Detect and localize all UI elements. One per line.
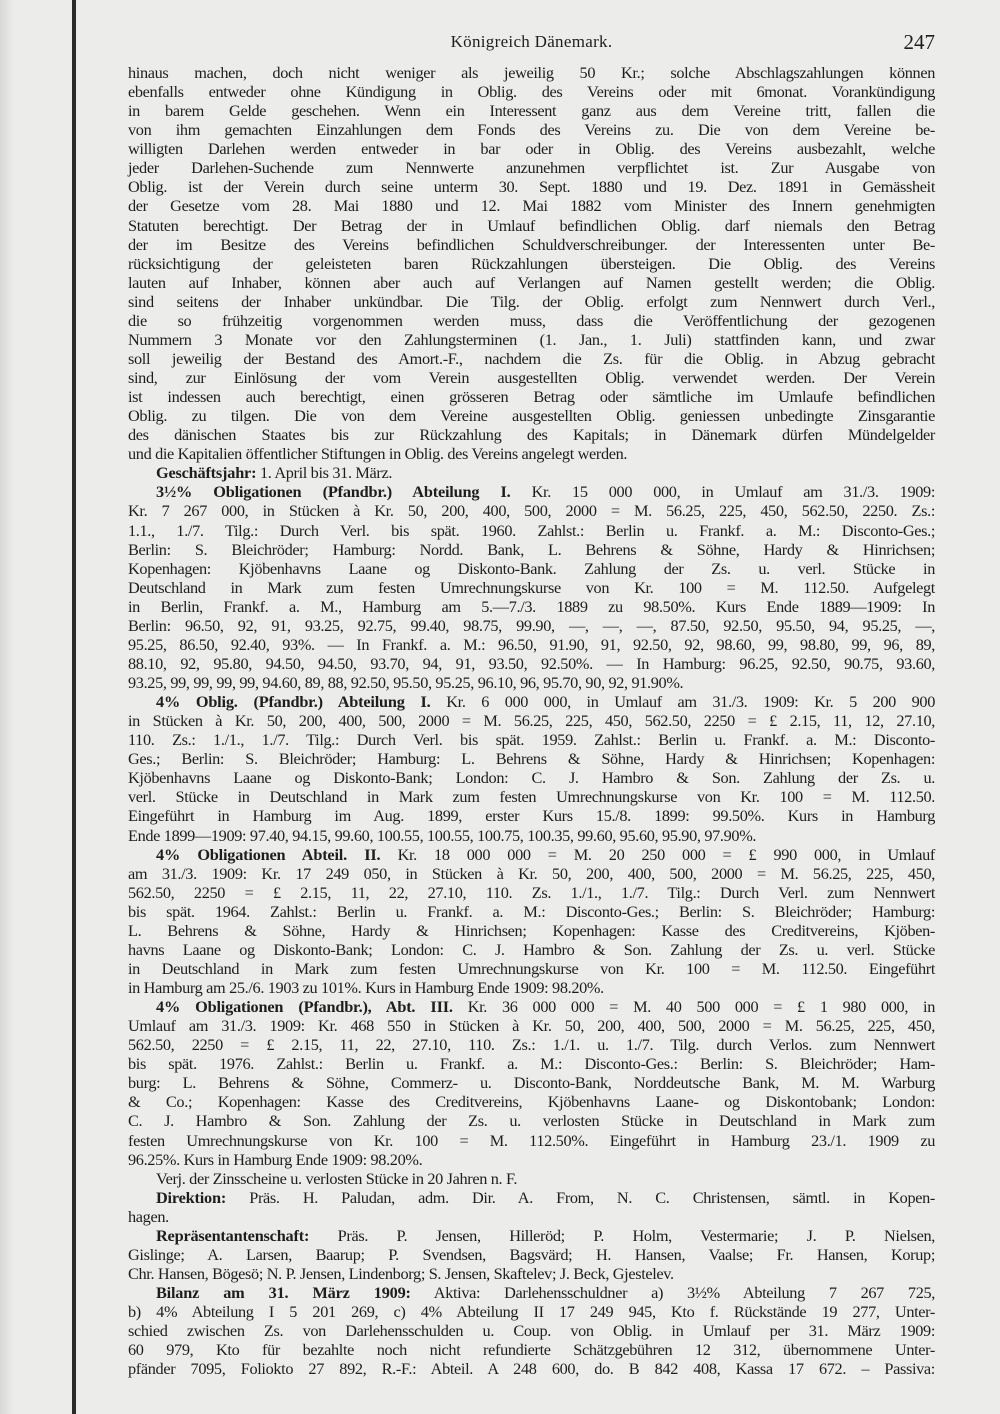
text-line xyxy=(128,578,935,597)
line-text: in Hamburg am 25./6. 1903 zu 101%. Kurs in Hamburg Ende 1909: 98.20%. xyxy=(128,978,604,997)
line-text: jeder Darlehen-Suchende zum Nennwerte anzunehmen verpflichtet ist. Zur Ausgabe von xyxy=(128,158,935,178)
text-line xyxy=(128,711,935,730)
line-text: bis spät. 1964. Zahlst.: Berlin u. Frankf. a. M.: Disconto-Ges.; Berlin: S. Bleichröder; Hamburg: xyxy=(128,901,935,921)
text-line xyxy=(128,1035,935,1054)
line-text: hinaus machen, doch nicht weniger als jeweilig 50 Kr.; solche Abschlagszahlungen können xyxy=(128,63,935,82)
text-line xyxy=(128,177,935,196)
text-line xyxy=(128,349,935,368)
line-text: sind, zur Einlösung der vom Verein ausgestellten Oblig. verwendet werden. Der Verein xyxy=(128,368,935,387)
text-line xyxy=(128,1054,935,1073)
text-line xyxy=(128,654,935,673)
text-line xyxy=(128,1359,935,1378)
line-text: Kr. 7 267 000, in Stücken à Kr. 50, 200, 400, 500, 2000 = M. 56.25, 225, 450, 562.50, 2250. Zs.: xyxy=(128,501,935,521)
text-line xyxy=(128,845,935,864)
text-line xyxy=(128,864,935,883)
text-line xyxy=(128,1111,935,1130)
text-line xyxy=(128,978,935,997)
text-line xyxy=(128,1207,935,1226)
text-line xyxy=(128,730,935,749)
line-text: am 31./3. 1909: Kr. 17 249 050, in Stücken à Kr. 50, 200, 400, 500, 2000 = M. 56.25, 225, 450, xyxy=(128,863,935,883)
line-text: Kjöbenhavns Laane og Diskonto-Bank; London: C. J. Hambro & Son. Zahlung der Zs. u. xyxy=(128,768,935,788)
line-text: Kr. 36 000 000 = M. 40 500 000 = £ 1 980 000, in xyxy=(452,997,935,1017)
line-text: und die Kapitalien öffentlicher Stiftungen in Oblig. des Vereins angelegt werden. xyxy=(128,444,628,464)
line-text: Kr. 6 000 000, in Umlauf am 31./3. 1909: Kr. 5 200 900 xyxy=(430,692,935,712)
text-line xyxy=(128,425,935,444)
line-text: Gislinge; A. Larsen, Baarup; P. Svendsen, Bagsvärd; H. Hansen, Vaalse; Fr. Hansen, Korup; xyxy=(128,1244,935,1264)
text-line xyxy=(128,1073,935,1092)
line-text: ist indessen auch berechtigt, einen grösseren Betrag oder sämtliche im Umlaufe befindlichen xyxy=(128,387,935,407)
text-line xyxy=(128,387,935,406)
line-text: Chr. Hansen, Bögesö; N. P. Jensen, Lindenborg; S. Jensen, Skaftelev; J. Beck, Gjestelev. xyxy=(128,1263,674,1283)
text-line xyxy=(128,1188,935,1207)
line-text: 95.25, 86.50, 92.40, 93%. — In Frankf. a. M.: 96.50, 91.90, 91, 92.50, 92, 98.60, 99, 98.80, 99, 96, 89, xyxy=(128,634,935,654)
line-text: & Co.; Kopenhagen: Kasse des Creditvereins, Kjöbenhavns Laane- og Diskontobank; London: xyxy=(128,1092,935,1112)
line-text: 110. Zs.: 1./1., 1./7. Tilg.: Durch Verl. bis spät. 1959. Zahlst.: Berlin u. Frankf. a. M.: Disconto- xyxy=(128,730,935,750)
line-text: Präs. P. Jensen, Hilleröd; P. Holm, Vestermarie; J. P. Nielsen, xyxy=(309,1225,935,1245)
text-line xyxy=(128,1150,935,1169)
line-text: der Gesetze vom 28. Mai 1880 und 12. Mai 1882 vom Minister des Innern genehmigten xyxy=(128,196,935,216)
line-text: in Stücken à Kr. 50, 200, 400, 500, 2000 = M. 56.25, 225, 450, 562.50, 2250 = £ 2.15, 11, 12, 27.10, xyxy=(128,711,935,731)
text-line xyxy=(128,101,935,120)
line-text: in Deutschland in Mark zum festen Umrechnungskurse von Kr. 100 = M. 112.50. Eingeführt xyxy=(128,958,935,978)
text-line xyxy=(128,1092,935,1111)
text-line xyxy=(128,482,935,501)
line-text: rücksichtigung der geleisteten baren Rückzahlungen übersteigen. Die Oblig. des Vereins xyxy=(128,253,935,273)
line-text: Umlauf am 31./3. 1909: Kr. 468 550 in Stücken à Kr. 50, 200, 400, 500, 2000 = M. 56.25, 225, 450, xyxy=(128,1016,935,1036)
line-text: festen Umrechnungskurse von Kr. 100 = M. 112.50%. Eingeführt in Hamburg 23./1. 1909 zu xyxy=(128,1130,935,1150)
text-line xyxy=(128,368,935,387)
text-line xyxy=(128,787,935,806)
section-heading: Repräsentantenschaft: xyxy=(156,1225,310,1245)
text-line xyxy=(128,235,935,254)
text-line xyxy=(128,463,935,482)
text-line xyxy=(128,330,935,349)
line-text: pfänder 7095, Foliokto 27 892, R.-F.: Abteil. A 248 600, do. B 842 408, Kassa 17 672. – Passiva: xyxy=(128,1359,935,1379)
text-line xyxy=(128,1264,935,1283)
section-heading: Geschäftsjahr: xyxy=(156,463,257,483)
line-text: Kopenhagen: Kjöbenhavns Laane og Diskonto-Bank. Zahlung der Zs. u. verl. Stücke in xyxy=(128,558,935,578)
line-text: der im Besitze des Vereins befindlichen Schuldverschreibunger. der Interessenten unter Be- xyxy=(128,234,935,254)
line-text: b) 4% Abteilung I 5 201 269, c) 4% Abteilung II 17 249 945, Kto f. Rückstände 19 277, Unter- xyxy=(128,1302,935,1322)
line-text: 88.10, 92, 95.80, 94.50, 94.50, 93.70, 94, 91, 93.50, 92.50%. — In Hamburg: 96.25, 92.50, 90.75, 93.60, xyxy=(128,653,935,673)
text-line xyxy=(128,673,935,692)
line-text: 562.50, 2250 = £ 2.15, 11, 22, 27.10, 110. Zs.: 1./1. u. 1./7. Tilg. durch Verlos. zum Nennwert xyxy=(128,1035,935,1055)
text-line xyxy=(128,1226,935,1245)
text-line xyxy=(128,120,935,139)
line-text: Statuten berechtigt. Der Betrag der in Umlauf befindlichen Oblig. darf niemals den Betrag xyxy=(128,215,935,235)
line-text: Oblig. ist der Verein durch seine unterm 30. Sept. 1880 und 19. Dez. 1891 in Gemässheit xyxy=(128,177,935,197)
line-text: Verj. der Zinsscheine u. verlosten Stücke in 20 Jahren n. F. xyxy=(156,1168,518,1188)
line-text: des dänischen Staates bis zur Rückzahlung des Kapitals; in Dänemark dürfen Mündelgelder xyxy=(128,425,935,445)
line-text: 1.1., 1./7. Tilg.: Durch Verl. bis spät. 1960. Zahlst.: Berlin u. Frankf. a. M.: Disconto-Ges.; xyxy=(128,520,935,540)
line-text: Berlin: S. Bleichröder; Hamburg: Nordd. Bank, L. Behrens & Söhne, Hardy & Hinrichsen; xyxy=(128,539,935,559)
line-text: soll jeweilig der Bestand des Amort.-F., nachdem die Zs. für die Oblig. in Abzug gebracht xyxy=(128,348,935,368)
line-text: 93.25, 99, 99, 99, 99, 94.60, 89, 88, 92.50, 95.50, 95.25, 96.10, 96, 95.70, 90, 92, 91.90%. xyxy=(128,673,684,692)
line-text: Eingeführt in Hamburg im Aug. 1899, erster Kurs 15./8. 1899: 99.50%. Kurs in Hamburg xyxy=(128,806,935,826)
running-title: Königreich Dänemark. xyxy=(450,32,613,51)
text-line xyxy=(128,216,935,235)
text-line xyxy=(128,997,935,1016)
text-line xyxy=(128,406,935,425)
line-text: die so frühzeitig vorgenommen werden muss, dass die Veröffentlichung der gezogenen xyxy=(128,310,935,330)
text-line xyxy=(128,883,935,902)
line-text: burg: L. Behrens & Söhne, Commerz- u. Disconto-Bank, Norddeutsche Bank, M. M. Warburg xyxy=(128,1073,935,1093)
line-text: in barem Gelde geschehen. Wenn ein Interessent ganz aus dem Vereine tritt, fallen die xyxy=(128,101,935,121)
line-text: L. Behrens & Söhne, Hardy & Hinrichsen; Kopenhagen: Kasse des Creditvereins, Kjöben- xyxy=(128,920,935,940)
section-heading: 4% Obligationen (Pfandbr.), Abt. III. xyxy=(156,997,453,1017)
text-line xyxy=(128,902,935,921)
text-line xyxy=(128,311,935,330)
section-heading: Bilanz am 31. März 1909: xyxy=(156,1283,411,1302)
text-line xyxy=(128,1283,935,1302)
text-line xyxy=(128,540,935,559)
line-text: Ende 1899—1909: 97.40, 94.15, 99.60, 100.55, 100.55, 100.75, 100.35, 99.60, 95.60, 95.90, 97.90%. xyxy=(128,825,757,845)
binding-line xyxy=(72,0,76,1414)
line-text: hagen. xyxy=(128,1206,169,1226)
running-header xyxy=(128,30,935,56)
line-text: in Berlin, Frankf. a. M., Hamburg am 5.—7./3. 1889 zu 98.50%. Kurs Ende 1889—1909: In xyxy=(128,596,935,616)
document-body xyxy=(128,63,935,1378)
line-text: sind seitens der Inhaber unkündbar. Die Tilg. der Oblig. erfolgt zum Nennwert durch Verl., xyxy=(128,291,935,311)
text-line xyxy=(128,521,935,540)
text-line xyxy=(128,1321,935,1340)
text-line xyxy=(128,1245,935,1264)
section-heading: Direktion: xyxy=(156,1187,227,1207)
text-line xyxy=(128,1169,935,1188)
page-edge-shadow xyxy=(0,0,14,1414)
line-text: von ihm gemachten Einzahlungen dem Fonds des Vereins zu. Die von dem Vereine be- xyxy=(128,120,935,140)
text-line xyxy=(128,1016,935,1035)
text-line xyxy=(128,597,935,616)
text-line xyxy=(128,292,935,311)
line-text: schied zwischen Zs. von Darlehensschulden u. Coup. von Oblig. in Umlauf per 31. März 1909: xyxy=(128,1321,935,1341)
text-line xyxy=(128,1340,935,1359)
text-line xyxy=(128,158,935,177)
line-text: Präs. H. Paludan, adm. Dir. A. From, N. C. Christensen, sämtl. in Kopen- xyxy=(226,1187,935,1207)
text-line xyxy=(128,692,935,711)
line-text: Aktiva: Darlehensschuldner a) 3½% Abteilung 7 267 725, xyxy=(410,1283,935,1302)
line-text: havns Laane og Diskonto-Bank; London: C. J. Hambro & Son. Zahlung der Zs. u. verl. Stücke xyxy=(128,939,935,959)
line-text: Kr. 15 000 000, in Umlauf am 31./3. 1909: xyxy=(510,482,935,502)
line-text: ebenfalls entweder ohne Kündigung in Oblig. des Vereins oder mit 6monat. Vorankündigung xyxy=(128,82,935,102)
text-line xyxy=(128,826,935,845)
text-line xyxy=(128,254,935,273)
text-line xyxy=(128,82,935,101)
line-text: Kr. 18 000 000 = M. 20 250 000 = £ 990 000, in Umlauf xyxy=(380,844,936,864)
section-heading: 3½% Obligationen (Pfandbr.) Abteilung I. xyxy=(156,482,511,502)
text-line xyxy=(128,139,935,158)
line-text: bis spät. 1976. Zahlst.: Berlin u. Frankf. a. M.: Disconto-Ges.: Berlin: S. Bleichröder; Ham- xyxy=(128,1054,935,1074)
text-line xyxy=(128,444,935,463)
text-line xyxy=(128,635,935,654)
text-line xyxy=(128,959,935,978)
line-text: verl. Stücke in Deutschland in Mark zum festen Umrechnungskurse von Kr. 100 = M. 112.50. xyxy=(128,787,935,807)
text-line xyxy=(128,940,935,959)
text-line xyxy=(128,1131,935,1150)
line-text: 562.50, 2250 = £ 2.15, 11, 22, 27.10, 110. Zs. 1./1., 1./7. Tilg.: Durch Verl. zum Nennwert xyxy=(128,882,935,902)
line-text: Berlin: 96.50, 92, 91, 93.25, 92.75, 99.40, 98.75, 99.90, —, —, —, 87.50, 92.50, 95.50, 94, 95.25, —, xyxy=(128,615,935,635)
line-text: C. J. Hambro & Son. Zahlung der Zs. u. verlosten Stücke in Deutschland in Mark zum xyxy=(128,1111,935,1131)
text-line xyxy=(128,806,935,825)
text-line xyxy=(128,749,935,768)
page-number: 247 xyxy=(903,30,935,54)
line-text: Oblig. zu tilgen. Die von dem Vereine ausgestellten Oblig. geniessen unbedingte Zinsgarantie xyxy=(128,406,935,426)
line-text: 60 979, Kto für bezahlte noch nicht refundierte Schätzgebühren 12 312, übernommene Unter- xyxy=(128,1340,935,1360)
section-heading: 4% Oblig. (Pfandbr.) Abteilung I. xyxy=(156,692,431,712)
text-line xyxy=(128,1302,935,1321)
text-line xyxy=(128,616,935,635)
line-text: 1. April bis 31. März. xyxy=(256,463,393,483)
text-line xyxy=(128,921,935,940)
line-text: willigten Darlehen werden entweder in bar oder in Oblig. des Vereins ausbezahlt, welche xyxy=(128,139,935,159)
line-text: Nummern 3 Monate vor den Zahlungsterminen (1. Jan., 1. Juli) stattfinden kann, und zwar xyxy=(128,329,935,349)
text-line xyxy=(128,196,935,215)
text-line xyxy=(128,501,935,520)
text-line xyxy=(128,559,935,578)
line-text: lauten auf Inhaber, können aber auch auf Verlangen auf Namen gestellt werden; die Oblig. xyxy=(128,272,935,292)
text-line xyxy=(128,768,935,787)
line-text: Deutschland in Mark zum festen Umrechnungskurse von Kr. 100 = M. 112.50. Aufgelegt xyxy=(128,577,935,597)
section-heading: 4% Obligationen Abteil. II. xyxy=(156,844,381,864)
line-text: 96.25%. Kurs in Hamburg Ende 1909: 98.20%. xyxy=(128,1149,423,1169)
text-line xyxy=(128,63,935,82)
text-line xyxy=(128,273,935,292)
line-text: Ges.; Berlin: S. Bleichröder; Hamburg: L. Behrens & Söhne, Hardy & Hinrichsen; Kopenhagen: xyxy=(128,749,935,769)
